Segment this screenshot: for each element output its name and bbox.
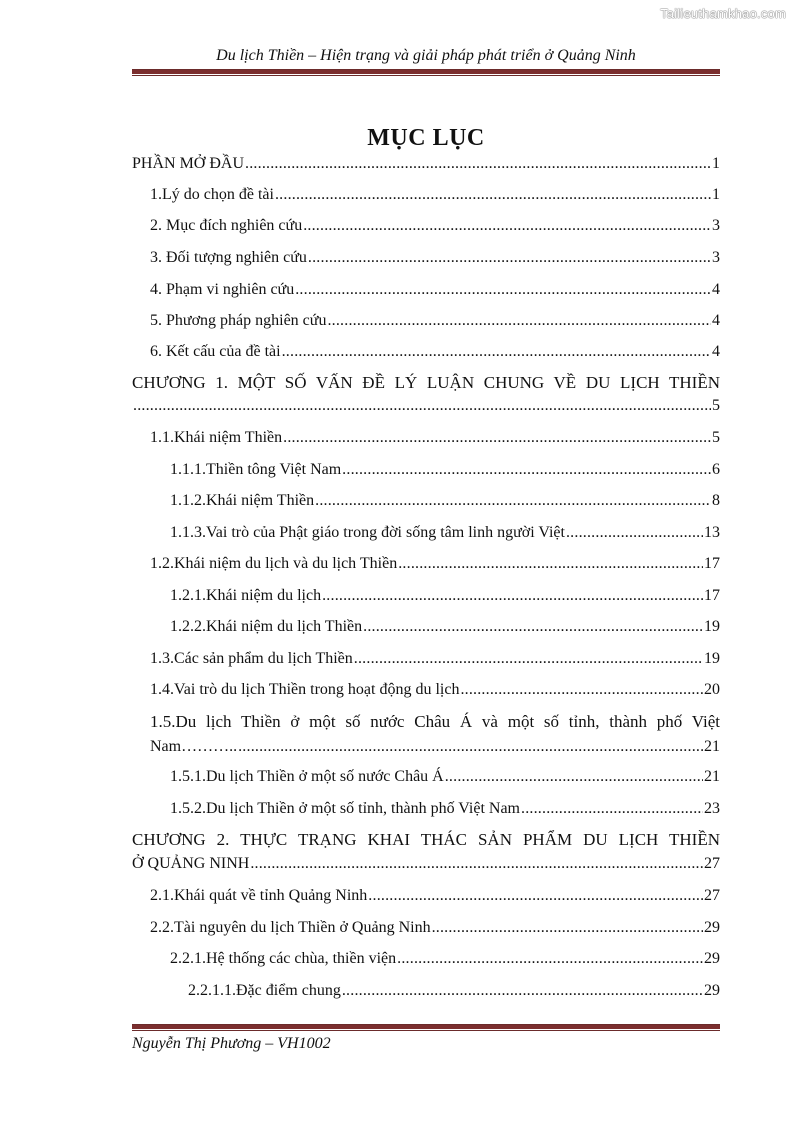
toc-chapter-1-leader: ..... 5 [132,397,720,415]
toc-entry-11[interactable]: 1.1.2.Khái niệm Thiền ..... 8 [170,492,720,510]
toc-entry-24[interactable]: 2.2.1.Hệ thống các chùa, thiền viện ..... 29 [170,950,720,968]
toc-entry-23[interactable]: 2.2.Tài nguyên du lịch Thiền ở Quảng Ninh ..... 29 [150,919,720,937]
running-header: Du lịch Thiền – Hiện trạng và giải pháp phát triển ở Quảng Ninh [216,47,636,64]
toc-entry-3[interactable]: 2. Mục đích nghiên cứu ..... 3 [150,217,720,235]
toc-entry-25[interactable]: 2.2.1.1.Đặc điểm chung ..... 29 [188,982,720,1000]
toc-entry-15[interactable]: 1.2.2.Khái niệm du lịch Thiền ..... 19 [170,618,720,636]
toc-entry-4[interactable]: 3. Đối tượng nghiên cứu ..... 3 [150,249,720,267]
toc-chapter-1-title[interactable]: CHƯƠNG 1. MỘT SỐ VẤN ĐỀ LÝ LUẬN CHUNG VỀ DU LỊCH THIỀN [132,373,720,392]
toc-entry-6[interactable]: 5. Phương pháp nghiên cứu ..... 4 [150,312,720,330]
toc-chapter-2-leader: Ở QUẢNG NINH ..... 27 [132,855,720,873]
toc-entry-12[interactable]: 1.1.3.Vai trò của Phật giáo trong đời sống tâm linh người Việt ..... 13 [170,524,720,542]
toc-chapter-2-title[interactable]: CHƯƠNG 2. THỰC TRẠNG KHAI THÁC SẢN PHẨM DU LỊCH THIỀN [132,830,720,849]
toc-title: MỤC LỤC [367,125,485,151]
toc-entry-9[interactable]: 1.1.Khái niệm Thiền ..... 5 [150,429,720,447]
toc-entry-7[interactable]: 6. Kết cấu của đề tài ..... 4 [150,343,720,361]
toc-entry-19[interactable]: 1.5.1.Du lịch Thiền ở một số nước Châu Á ..... 21 [170,768,720,786]
toc-entry-18-title[interactable]: 1.5.Du lịch Thiền ở một số nước Châu Á và một số tỉnh, thành phố Việt [150,712,720,731]
footer-rule [132,1024,720,1029]
toc-entry-17[interactable]: 1.4.Vai trò du lịch Thiền trong hoạt động du lịch ..... 20 [150,681,720,699]
header-rule [132,69,720,74]
toc-entry-22[interactable]: 2.1.Khái quát về tỉnh Quảng Ninh ..... 27 [150,887,720,905]
toc-entry-18-leader: Nam……….. ..... 21 [150,738,720,756]
running-footer: Nguyễn Thị Phương – VH1002 [132,1035,331,1052]
toc-entry-14[interactable]: 1.2.1.Khái niệm du lịch ..... 17 [170,587,720,605]
watermark: Tailieuthamkhao.com [660,6,786,21]
toc-entry-1[interactable]: PHẦN MỞ ĐẦU ..... 1 [132,155,720,173]
toc-entry-10[interactable]: 1.1.1.Thiền tông Việt Nam ..... 6 [170,461,720,479]
toc-entry-5[interactable]: 4. Phạm vi nghiên cứu ..... 4 [150,281,720,299]
toc-entry-13[interactable]: 1.2.Khái niệm du lịch và du lịch Thiền ..... 17 [150,555,720,573]
toc-entry-2[interactable]: 1.Lý do chọn đề tài ..... 1 [150,186,720,204]
toc-entry-20[interactable]: 1.5.2.Du lịch Thiền ở một số tỉnh, thành phố Việt Nam ..... 23 [170,800,720,818]
toc-entry-16[interactable]: 1.3.Các sản phẩm du lịch Thiền ..... 19 [150,650,720,668]
